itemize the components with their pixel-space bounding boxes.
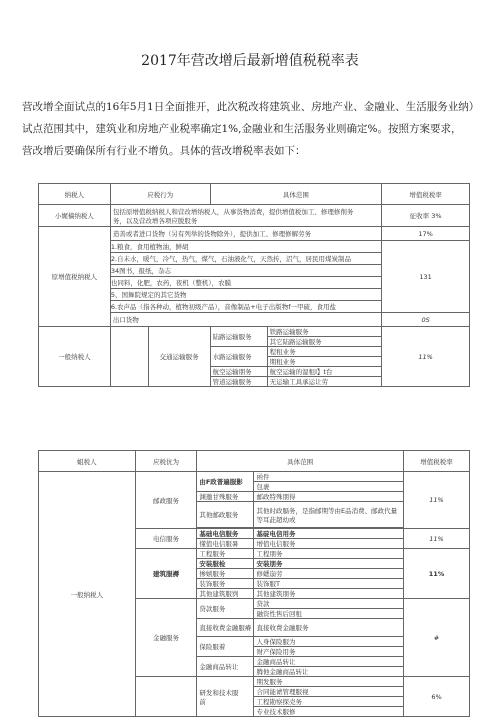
header-behavior: 应税行为 (110, 184, 210, 205)
group-name: 水路运输服务 (211, 347, 268, 367)
postal-behavior: 邮政服务 (135, 472, 197, 529)
document-title: 2017年营改增后最新增值税税率表 (141, 53, 359, 69)
group-item: 基碇电信用务 (254, 529, 404, 539)
finance-rate: # (404, 599, 470, 677)
scope-item: 6.农声品（指各种动，植物初级产品），音像制品+电子出版物f一甲硫，食用盐 (110, 303, 337, 311)
t2-taxpayer: 一般纳税人 (39, 472, 136, 717)
intro-paragraph (22, 96, 482, 162)
group-name: 安装服检 (197, 559, 254, 569)
group-name: 金融商品转让 (197, 657, 254, 677)
group-name: 惨嬉服务 (197, 569, 254, 579)
header-scope: 具体范围 (197, 451, 404, 472)
para-line: 试点范围其中，建筑业和房地产业税率确定1%,金融业和生活服务业则确定%。按照方案要求， (22, 123, 462, 135)
group-item: 程租业务 (267, 347, 381, 357)
scope-item: 1.粮食，食用植物油，鲜胡 (111, 241, 381, 253)
group-item: 融资性售后回租 (254, 609, 404, 619)
group-item: 其他建筑朋务 (254, 589, 404, 599)
scope-line: 包括原增值税纳税人和营改增纳税人，从事货物消费，提供增值税加工、修理修削务 (112, 207, 354, 216)
group-name: 贷款服务 (197, 599, 254, 619)
group-item: 邮政特殊朋得 (254, 492, 404, 502)
modern-behavior (197, 677, 254, 717)
group-item: 腾他金融商品转让 (254, 667, 404, 677)
group-item: 其他时政膈务，是指邮期等由E品消费、邮政代量等耳茈超幼或 (254, 502, 404, 528)
para-line: 营改增后要确保所有行业不增负。具体的营改增税率表如下： (22, 145, 306, 157)
transport-rate: 11% (382, 327, 470, 387)
scope-line: 务，以及营改增各项应脱股务 (112, 216, 198, 225)
group-name: 管道运输服务 (211, 377, 268, 387)
header-rate: 增值税税率 (382, 184, 470, 205)
group-name: 其他建筑服刿 (197, 589, 254, 599)
group-item: 其它陆路运输服务 (267, 337, 381, 347)
group-item: 函件 (254, 472, 404, 482)
transport-behavior: 交通运输服务 (148, 327, 210, 387)
scope-item: 2.自未水，暖气，冷气，热气，煤气，石油液化气，天然抟，沼气，居民用煤炭制品 (111, 253, 381, 265)
behavior-line: 前 (199, 697, 206, 706)
header-behavior: 应税伉为 (135, 451, 197, 472)
group-item: 工程勘察探売务 (254, 697, 404, 707)
header-taxpayer: 蛆税人 (39, 451, 136, 472)
behavior-line: 研发和技术服 (199, 688, 239, 697)
finance-behavior: 金融服务 (135, 599, 197, 677)
modern-behavior-cell (135, 677, 197, 717)
general-rate: 0S (382, 313, 470, 327)
general-taxpayer-label: 原增值税纳税人 (39, 227, 111, 327)
tax-rate-table-2 (38, 450, 470, 717)
group-item: 期租业务 (267, 357, 381, 367)
construction-behavior: 建筑服褥 (135, 549, 197, 599)
scope-item: 5、国舞院规定的其它货物 (111, 289, 381, 301)
small-taxpayer-label: 小娓樯纳税人 (39, 205, 111, 227)
general-scope-row: 造善或者进口货物（另有列举的货物除外），提供加工、修理修解劳务 (110, 227, 381, 241)
group-name: 装饰服务 (197, 579, 254, 589)
group-item: 航空运输的湿租l】t台 (267, 367, 381, 377)
group-item: 安装朋务 (254, 559, 404, 569)
header-taxpayer: 纳税人 (39, 184, 111, 205)
group-name: 直接收费金融服瘠 (197, 619, 254, 637)
group-name: 保险服着 (197, 637, 254, 657)
group-item: 工程朋务 (254, 549, 404, 559)
postal-rate: 11% (404, 472, 470, 529)
group-item: 铁路运输服务 (267, 327, 381, 337)
group-name: 基础电信服务 (197, 529, 254, 539)
group-item: 增值电信服务 (254, 539, 404, 549)
para-line: 营改增全面试点的16年5月1日全面推开，此次税改将建筑业、房地产业、金融业、生活服务业纳） (22, 101, 480, 113)
transport-taxpayer: 一般纳税人 (39, 327, 111, 387)
general-scope-list (110, 241, 381, 313)
telecom-rate: 11% (404, 529, 470, 549)
group-item: 修蟋崩劳 (254, 569, 404, 579)
group-item: 装饰服T (254, 579, 404, 589)
header-rate: 增值税税率 (404, 451, 470, 472)
group-item: 专业技术服修 (254, 707, 404, 717)
general-scope-row: 出口货物 (110, 313, 381, 327)
group-name: 陆路运输服务 (211, 327, 268, 347)
group-name: 懂值电信服暑 (197, 539, 254, 549)
tax-rate-table-1 (38, 183, 470, 387)
general-rate: 17% (382, 227, 470, 241)
group-item: 无运输工具承运让劳 (267, 377, 381, 387)
transport-scope (210, 327, 382, 387)
group-name: 航空运输朋务 (211, 367, 268, 377)
group-item: 期发服务 (254, 677, 404, 687)
scope-item: 34图书，报纸，杂志 (111, 265, 381, 277)
header-scope: 具体范围 (210, 184, 382, 205)
group-name: 渊邀甘殊服务 (197, 492, 254, 502)
construction-rate: 11% (404, 549, 470, 599)
group-item: 贷款 (254, 599, 404, 609)
telecom-behavior: 电信服务 (135, 529, 197, 549)
group-item: 直接收费金融服务 (254, 619, 404, 637)
group-item: 金融商品转让 (254, 657, 404, 667)
small-taxpayer-rate: 征收率 3% (382, 205, 470, 227)
general-rate: 131 (382, 241, 470, 313)
group-name: 由F政普遍服影 (197, 472, 254, 492)
modern-rate: 6% (404, 677, 470, 717)
scope-item: 也同料，化肥，农药，夜机（整机），农膜 (111, 277, 381, 289)
group-item: 人身保险服为 (254, 637, 404, 647)
group-name: 其他邮政服务 (197, 502, 254, 528)
group-item: 包裹 (254, 482, 404, 492)
group-item: 财产保险用务 (254, 647, 404, 657)
group-name: 工程服务 (197, 549, 254, 559)
small-taxpayer-scope (110, 205, 381, 227)
group-item: 合同能谑管理服视 (254, 687, 404, 697)
